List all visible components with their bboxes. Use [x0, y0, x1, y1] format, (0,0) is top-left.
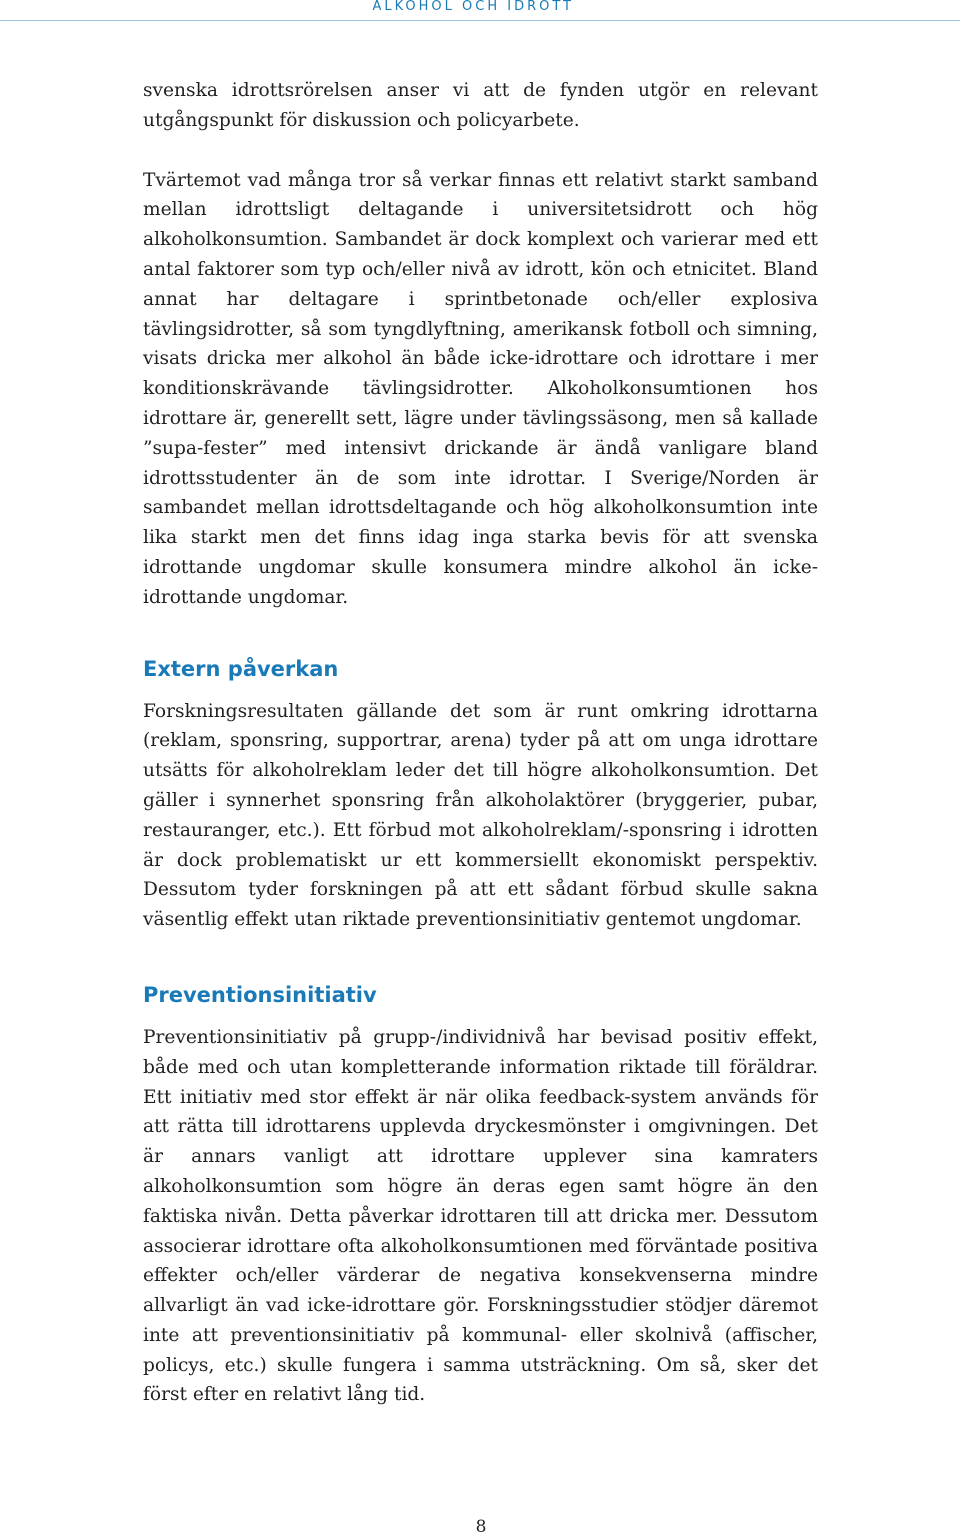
body-paragraph-1: svenska idrottsrörelsen anser vi att de fynden utgör en relevant utgångspunkt för diskussion och policyarbete.: [143, 80, 818, 131]
section-paragraph-preventionsinitiativ: Preventionsinitiativ på grupp-/individnivå har bevisad positiv effekt, både med och utan kompletterande information riktade till föräldrar. Ett initiativ med stor effekt är när olika feedback-system används för att rätta till idrottarens upplevda dryckesmönster i omgivningen. Det är annars vanligt att idrottare upplever sina kamraters alkoholkonsumtion som högre än deras egen samt högre än den faktiska nivån. Detta påverkar idrottaren till att dricka mer. Dessutom associerar idrottare ofta alkoholkonsumtionen med förväntade positiva effekter och/eller värderar de negativa konsekvenserna mindre allvarligt än vad icke-idrottare gör. Forskningsstudier stödjer däremot inte att preventionsinitiativ på kommunal- eller skolnivå (affischer, policys, etc.) skulle fungera i samma utsträckning. Om så, sker det först efter en relativt lång tid.: [143, 1026, 818, 1406]
body-paragraph-2: Tvärtemot vad många tror så verkar finnas ett relativt starkt samband mellan idrottsligt deltagande i universitetsidrott och hög alkoholkonsumtion. Sambandet är dock komplext och varierar med ett antal faktorer som typ och/eller nivå av idrott, kön och etnicitet. Bland annat har deltagare i sprintbetonade och/eller explosiva tävlingsidrotter, så som tyngdlyftning, amerikansk fotboll och simning, visats dricka mer alkohol än både icke-idrottare och idrottare i mer konditionskrävande tävlingsidrotter. Alkoholkonsumtionen hos idrottare är, generellt sett, lägre under tävlingssäsong, men så kallade ”supa-fester” med intensivt drickande är ändå vanligare bland idrottsstudenter än de som inte idrottar. I Sverige/Norden är sambandet mellan idrottsdeltagande och hög alkoholkonsumtion inte lika starkt men det finns idag inga starka bevis för att svenska idrottande ungdomar skulle konsumera mindre alkohol än icke-idrottande ungdomar.: [143, 169, 818, 608]
page-body: [143, 76, 818, 1410]
section-heading-preventionsinitiativ: Preventionsinitiativ: [143, 982, 377, 1007]
page-number: 8: [475, 1517, 487, 1537]
header-divider: [0, 20, 960, 21]
section-paragraph-extern-paverkan: Forskningsresultaten gällande det som är runt omkring idrottarna (reklam, sponsring, supportrar, arena) tyder på att om unga idrottare utsätts för alkoholreklam leder det till högre alkoholkonsumtion. Det gäller i synnerhet sponsring från alkoholaktörer (bryggerier, pubar, restauranger, etc.). Ett förbud mot alkoholreklam/-sponsring i idrotten är dock problematiskt ur ett kommersiellt ekonomiskt perspektiv. Dessutom tyder forskningen på att ett sådant förbud skulle sakna väsentlig effekt utan riktade preventionsinitiativ gentemot ungdomar.: [143, 700, 818, 931]
running-header-title: ALKOHOL OCH IDROTT: [372, 0, 574, 14]
section-heading-extern-paverkan: Extern påverkan: [143, 656, 339, 681]
